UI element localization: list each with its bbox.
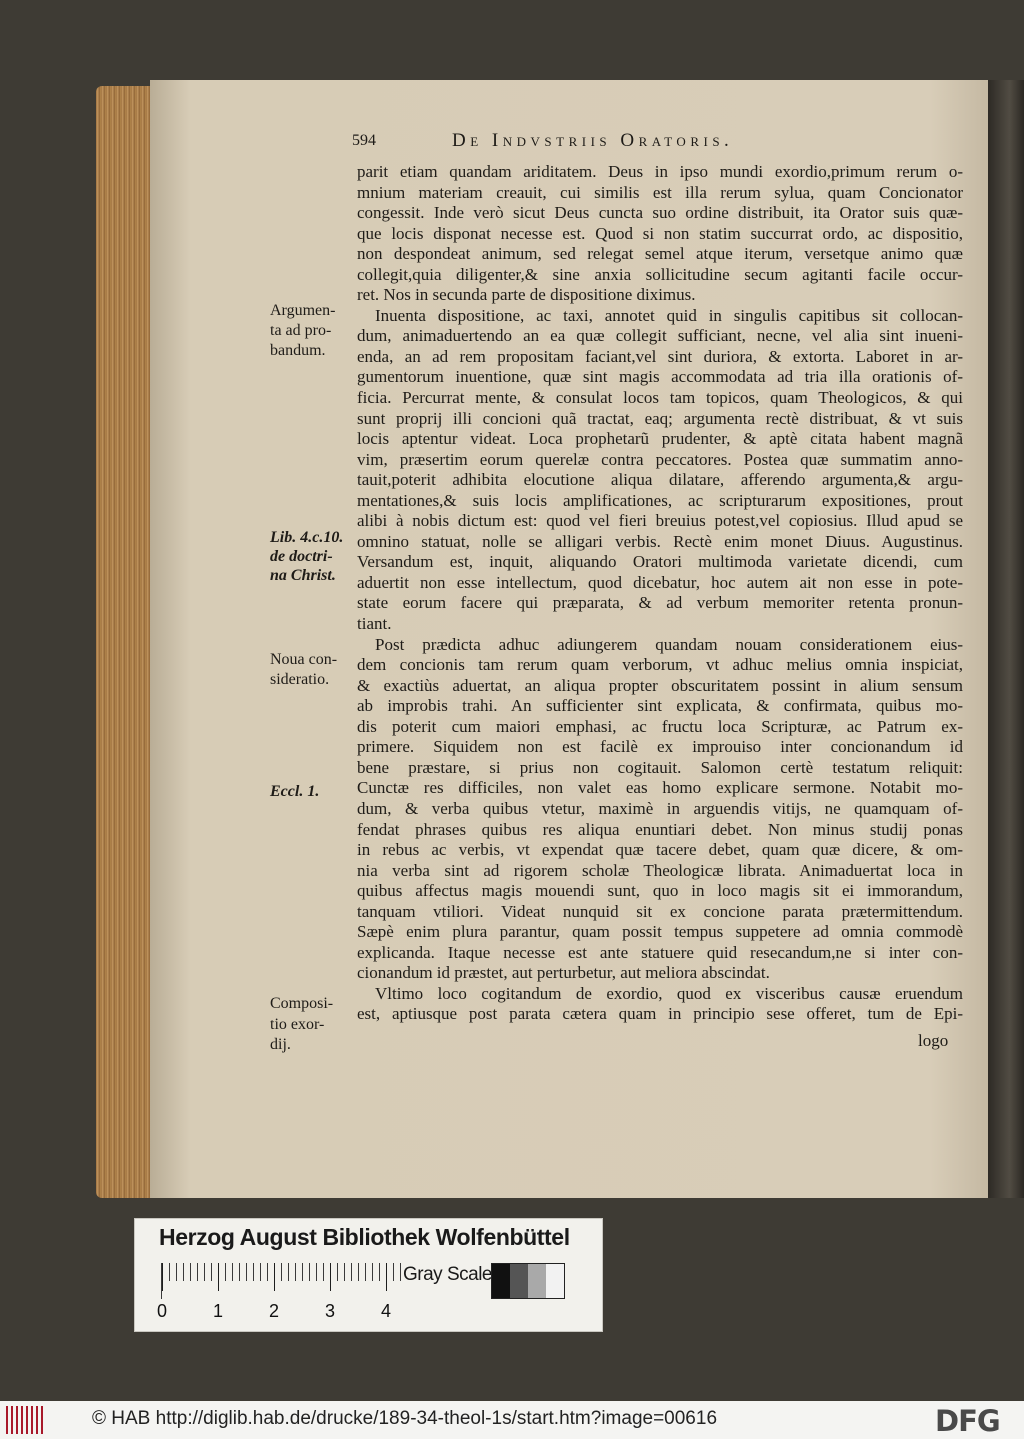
ruler-number: 3: [325, 1301, 336, 1321]
text-line: est, aptiusque post parata cætera quam in principio sese offeret, tum de Epi-: [357, 1004, 963, 1024]
library-color-card: [134, 1218, 603, 1332]
text-line: dem concionis tam rerum quam verborum, vt adhuc melius omnia inspiciat,: [357, 655, 963, 675]
text-line: Sæpè enim plura parantur, quam possit tempus suppetere ad omnia commodè: [357, 922, 963, 942]
running-head-title: De Indvstriis Oratoris.: [452, 130, 734, 151]
text-line: dum, animaduertendo an ea quæ collegit sufficiant, necne, vel alia sint inueni-: [357, 326, 963, 346]
ruler-number: 2: [269, 1301, 280, 1321]
text-line: tiant.: [357, 614, 392, 634]
text-line: que locis disponat necesse est. Quod si non statim succurrat ordo, ac dispositio,: [357, 223, 963, 243]
main-text: [357, 162, 963, 1025]
ruler-major-tick: [330, 1263, 331, 1291]
gray-swatch: [510, 1264, 528, 1298]
text-line: Cunctæ res difficiles, non valet eas homo explicare sermone. Notabit mo-: [357, 778, 963, 798]
text-line: mnium materiam creauit, cui similis est illa rerum sylua, quam Concionator: [357, 182, 963, 202]
gutter-shadow: [988, 80, 1024, 1198]
margin-note: ta ad pro-: [270, 322, 332, 339]
text-line: ab improbis trahi. An sufficienter sint explicata, & confirmata, quibus mo-: [357, 696, 963, 716]
text-line: locis aptentur videat. Loca prophetarũ prudenter, & aptè citata habent magnã: [357, 429, 963, 449]
ruler-number: 4: [381, 1301, 392, 1321]
catchword: logo: [918, 1031, 949, 1050]
text-line: nia verba sint ad rigorem scholæ Theologicæ librata. Animaduertat loca in: [357, 860, 963, 880]
ruler-major-tick: [218, 1263, 219, 1291]
gray-swatch: [492, 1264, 510, 1298]
ruler-major-tick: [274, 1263, 275, 1291]
margin-note: Noua con-: [270, 651, 338, 668]
text-line: dum, & verba quibus vtetur, maximè in arguendis vitijs, ne quamquam of-: [357, 798, 963, 818]
library-name: Herzog August Bibliothek Wolfenbüttel: [159, 1224, 570, 1250]
text-line: enda, an ad rem propositam faciant,vel sint duriora, & extorta. Laboret in ar-: [357, 346, 963, 366]
margin-note: dij.: [270, 1036, 291, 1053]
gray-scale-label: Gray Scale: [403, 1264, 492, 1285]
margin-note: na Christ.: [270, 567, 336, 584]
text-line: mentationes,& suis locis amplificationes, ac scripturarum expositiones, prout: [357, 490, 963, 510]
text-line: cionandum id præstet, aut perturbetur, aut meliora abscindat.: [357, 963, 770, 983]
running-head: [352, 130, 972, 154]
ruler-major-tick: [386, 1263, 387, 1291]
text-line: non despondeat animum, sed relegat semel atque iterum, versetque animo quæ: [357, 244, 963, 264]
text-line: fendat phrases quibus res aliqua enuntiari debet. Non minus studij ponas: [357, 819, 963, 839]
margin-note: sideratio.: [270, 671, 330, 688]
measurement-ruler: [161, 1263, 402, 1299]
text-line: gumentorum inuentione, quæ sint magis accommodata ad tria illa orationis of-: [357, 367, 963, 387]
ruler-number: 0: [157, 1301, 168, 1321]
text-line: tanquam vtiliori. Videat nunquid sit ex concione parata prætermittendum.: [357, 901, 963, 921]
text-line: vim, præsertim eorum querelæ contra peccatores. Postea quæ summatim anno-: [357, 449, 963, 469]
margin-note: Lib. 4.c.10.: [270, 529, 344, 546]
text-line: omnino statuat, nolle se alligari verbis. Rectè enim monet Diuus. Augustinus.: [357, 531, 963, 551]
gray-scale-swatches: [491, 1263, 565, 1299]
ruler-numbers: [155, 1301, 395, 1323]
text-line: bene præstare, si prius non cogitauit. Salomon certè testatum reliquit:: [357, 757, 963, 777]
margin-note: Argumen-: [270, 302, 336, 319]
text-line: state eorum facere qui præparata, & ad verbum memoriter retenta pronun-: [357, 593, 963, 613]
text-line: tauit,poterit adhibita elocutione aliqua dilatare, afferendo argumenta,& argu-: [357, 470, 963, 490]
text-line: congessit. Inde verò sicut Deus cuncta suo ordine distribuit, ita Orator suis quæ-: [357, 203, 963, 223]
text-line: Versandum est, inquit, aliquando Oratori multimoda varietate dicendi, cum: [357, 552, 963, 572]
margin-note: bandum.: [270, 342, 326, 359]
text-line: quibus affectus magis mouendi sunt, quo in loco magis sit ei immorandum,: [357, 881, 963, 901]
text-line: aduertit non esse intellectum, quod dicebatur, hoc autem ait non esse in pote-: [357, 572, 963, 592]
text-line: Post prædicta adhuc adiungerem quandam nouam considerationem eius-: [375, 634, 963, 654]
text-line: explicanda. Itaque necesse est ante statuere quid resecandum,ne si inter con-: [357, 942, 963, 962]
margin-note: de doctri-: [270, 548, 333, 565]
margin-note: Eccl. 1.: [270, 783, 320, 800]
text-line: & exactiùs aduertat, an aliqua propter obscuritatem possint in alium sensum: [357, 675, 963, 695]
footer-bar: [0, 1401, 1024, 1439]
text-line: primere. Siquidem non est facilè ex improuiso inter concionandum id: [357, 737, 963, 757]
text-line: sunt proprij illi concioni quã tractat, eaq; argumenta rectè distribuat, & vt suis: [357, 408, 963, 428]
gray-swatch: [528, 1264, 546, 1298]
ruler-number: 1: [213, 1301, 224, 1321]
gray-swatch: [546, 1264, 564, 1298]
ruler-major-tick: [162, 1263, 163, 1291]
margin-note: tio exor-: [270, 1016, 325, 1033]
page-number: 594: [352, 132, 376, 149]
text-line: Inuenta dispositione, ac taxi, annotet quid in singulis capitibus sit collocan-: [375, 305, 963, 325]
dfg-logo: DFG: [935, 1404, 1000, 1438]
text-line: parit etiam quandam ariditatem. Deus in ipso mundi exordio,primum rerum o-: [357, 162, 963, 181]
text-line: dis poterit cum maiori emphasi, ac fructu loca Scripturæ, ac Patrum ex-: [357, 716, 963, 736]
copyright-url: © HAB http://diglib.hab.de/drucke/189-34-theol-1s/start.htm?image=00616: [92, 1408, 718, 1429]
text-line: collegit,quia diligenter,& sine anxia sollicitudine secum agitanti facile occur-: [357, 264, 963, 284]
text-line: Vltimo loco cogitandum de exordio, quod ex visceribus causæ eruendum: [375, 983, 963, 1003]
text-line: alibi à nobis dictum est: quod vel fieri breuius potest,vel copiosius. Illud apud se: [357, 511, 963, 531]
margin-note: Composi-: [270, 995, 334, 1012]
text-line: ficia. Percurrat mente, & consulat locos tam topicos, quam Theologicos, & qui: [357, 388, 963, 408]
hab-logo-icon: [6, 1406, 46, 1434]
text-line: ret. Nos in secunda parte de dispositione diximus.: [357, 285, 696, 305]
text-line: in rebus ac verbis, vt expendat quæ tacere debet, quam quæ dicere, & om-: [357, 840, 963, 860]
